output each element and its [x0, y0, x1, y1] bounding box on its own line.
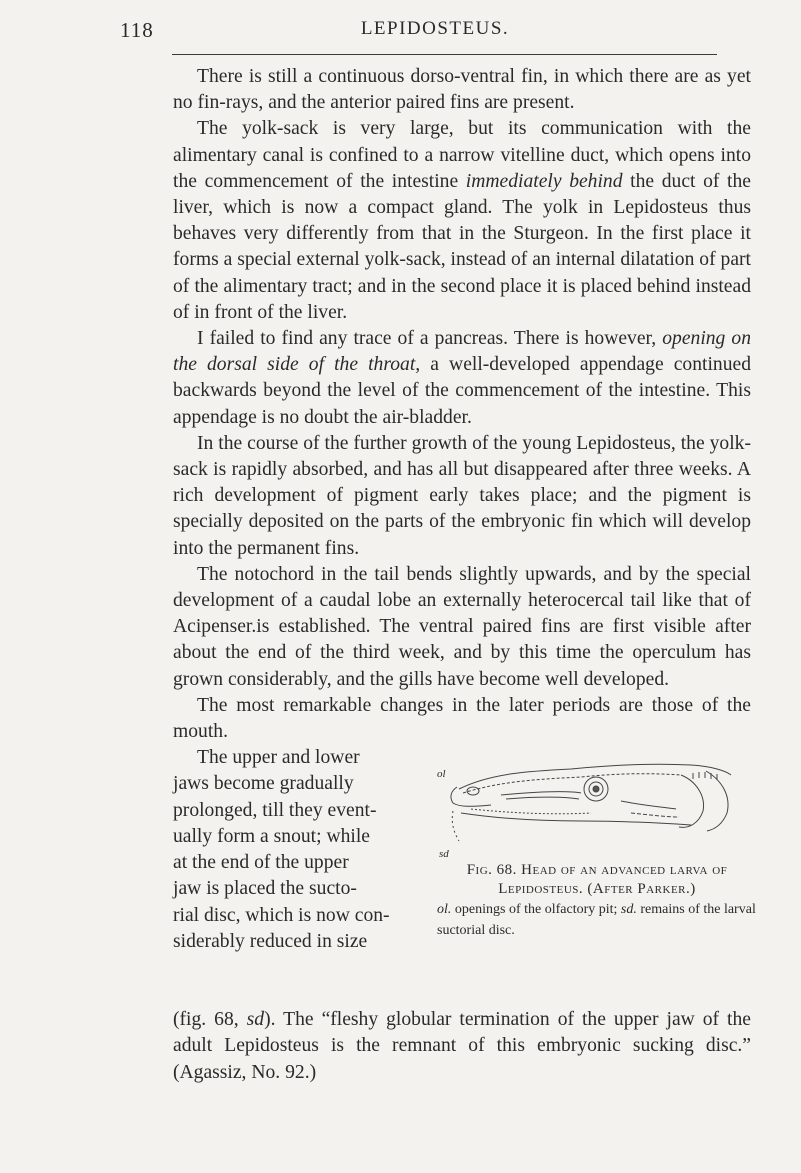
wrapped-line: siderably reduced in size	[173, 930, 368, 952]
wrapped-line: prolonged, till they event-	[173, 799, 377, 821]
wrapped-line: rial disc, which is now con-	[173, 904, 390, 926]
wrapped-line: The upper and lower	[197, 747, 360, 769]
label-sd: sd	[439, 848, 449, 861]
wrapped-line: jaws become gradually	[173, 773, 354, 795]
page-number: 118	[120, 18, 154, 42]
running-title: LEPIDOSTEUS.	[360, 18, 510, 39]
caption-legend: ol. openings of the olfactory pit; sd. remains of the larval suctorial disc.	[437, 902, 756, 939]
label-ol: ol	[437, 768, 446, 781]
wrapped-paragraph	[173, 745, 411, 955]
paragraph-4: In the course of the further growth of the young Lepidosteus, the yolk-sack is rapidly absorbed, and has all but disappeared after three weeks. A rich development of pigment early takes place; and the pigment is specially deposited on the parts of the embryonic fin which will develop into the permanent fins.	[173, 432, 751, 559]
wrapped-line: jaw is placed the sucto-	[173, 878, 357, 900]
paragraph-6: The most remarkable changes in the later periods are those of the mouth.	[173, 694, 751, 743]
larva-head-illustration	[431, 751, 751, 856]
body-text	[173, 64, 756, 1086]
after-figure-text	[173, 1007, 751, 1086]
figure-68	[431, 751, 756, 991]
header-rule	[172, 54, 717, 55]
caption-title: Fig. 68. Head of an advanced larva of Lepidosteus. (After Parker.)	[466, 862, 728, 898]
figure-wrap-block	[173, 745, 756, 1007]
paragraph-1: There is still a continuous dorso-ventral fin, in which there are as yet no fin-rays, and the anterior paired fins are present.	[173, 66, 751, 114]
wrapped-line: at the end of the upper	[173, 852, 349, 874]
paragraph-2: The yolk-sack is very large, but its communication with the alimentary canal is confined to a narrow vitelline duct, which opens into the commencement of the intestine immediately behind the duct of the liver, which is now a compact gland. The yolk in Lepidosteus thus behaves very differently from that in the Sturgeon. In the first place it forms a special external yolk-sack, instead of an internal dilatation of part of the alimentary tract; and in the second place it is placed behind instead of in front of the liver.	[173, 118, 751, 323]
paragraph-3: I failed to find any trace of a pancreas. There is however, opening on the dorsal side of the throat, a well-developed appendage continued backwards beyond the level of the commencement of the intestine. This appendage is no doubt the air-bladder.	[173, 328, 751, 428]
running-head	[120, 18, 750, 46]
wrapped-line: ually form a snout; while	[173, 825, 370, 847]
paragraph-5: The notochord in the tail bends slightly upwards, and by the special development of a caudal lobe an externally heterocercal tail like that of Acipenser.is established. The ventral paired fins are first visible after about the end of the third week, and by this time the operculum has grown considerably, and the gills have become well developed.	[173, 563, 751, 690]
figure-caption	[437, 861, 757, 941]
paragraph-7-end: (fig. 68, sd). The “fleshy globular termination of the upper jaw of the adult Lepidosteus is the remnant of this embryonic sucking disc.” (Agassiz, No. 92.)	[173, 1009, 751, 1083]
